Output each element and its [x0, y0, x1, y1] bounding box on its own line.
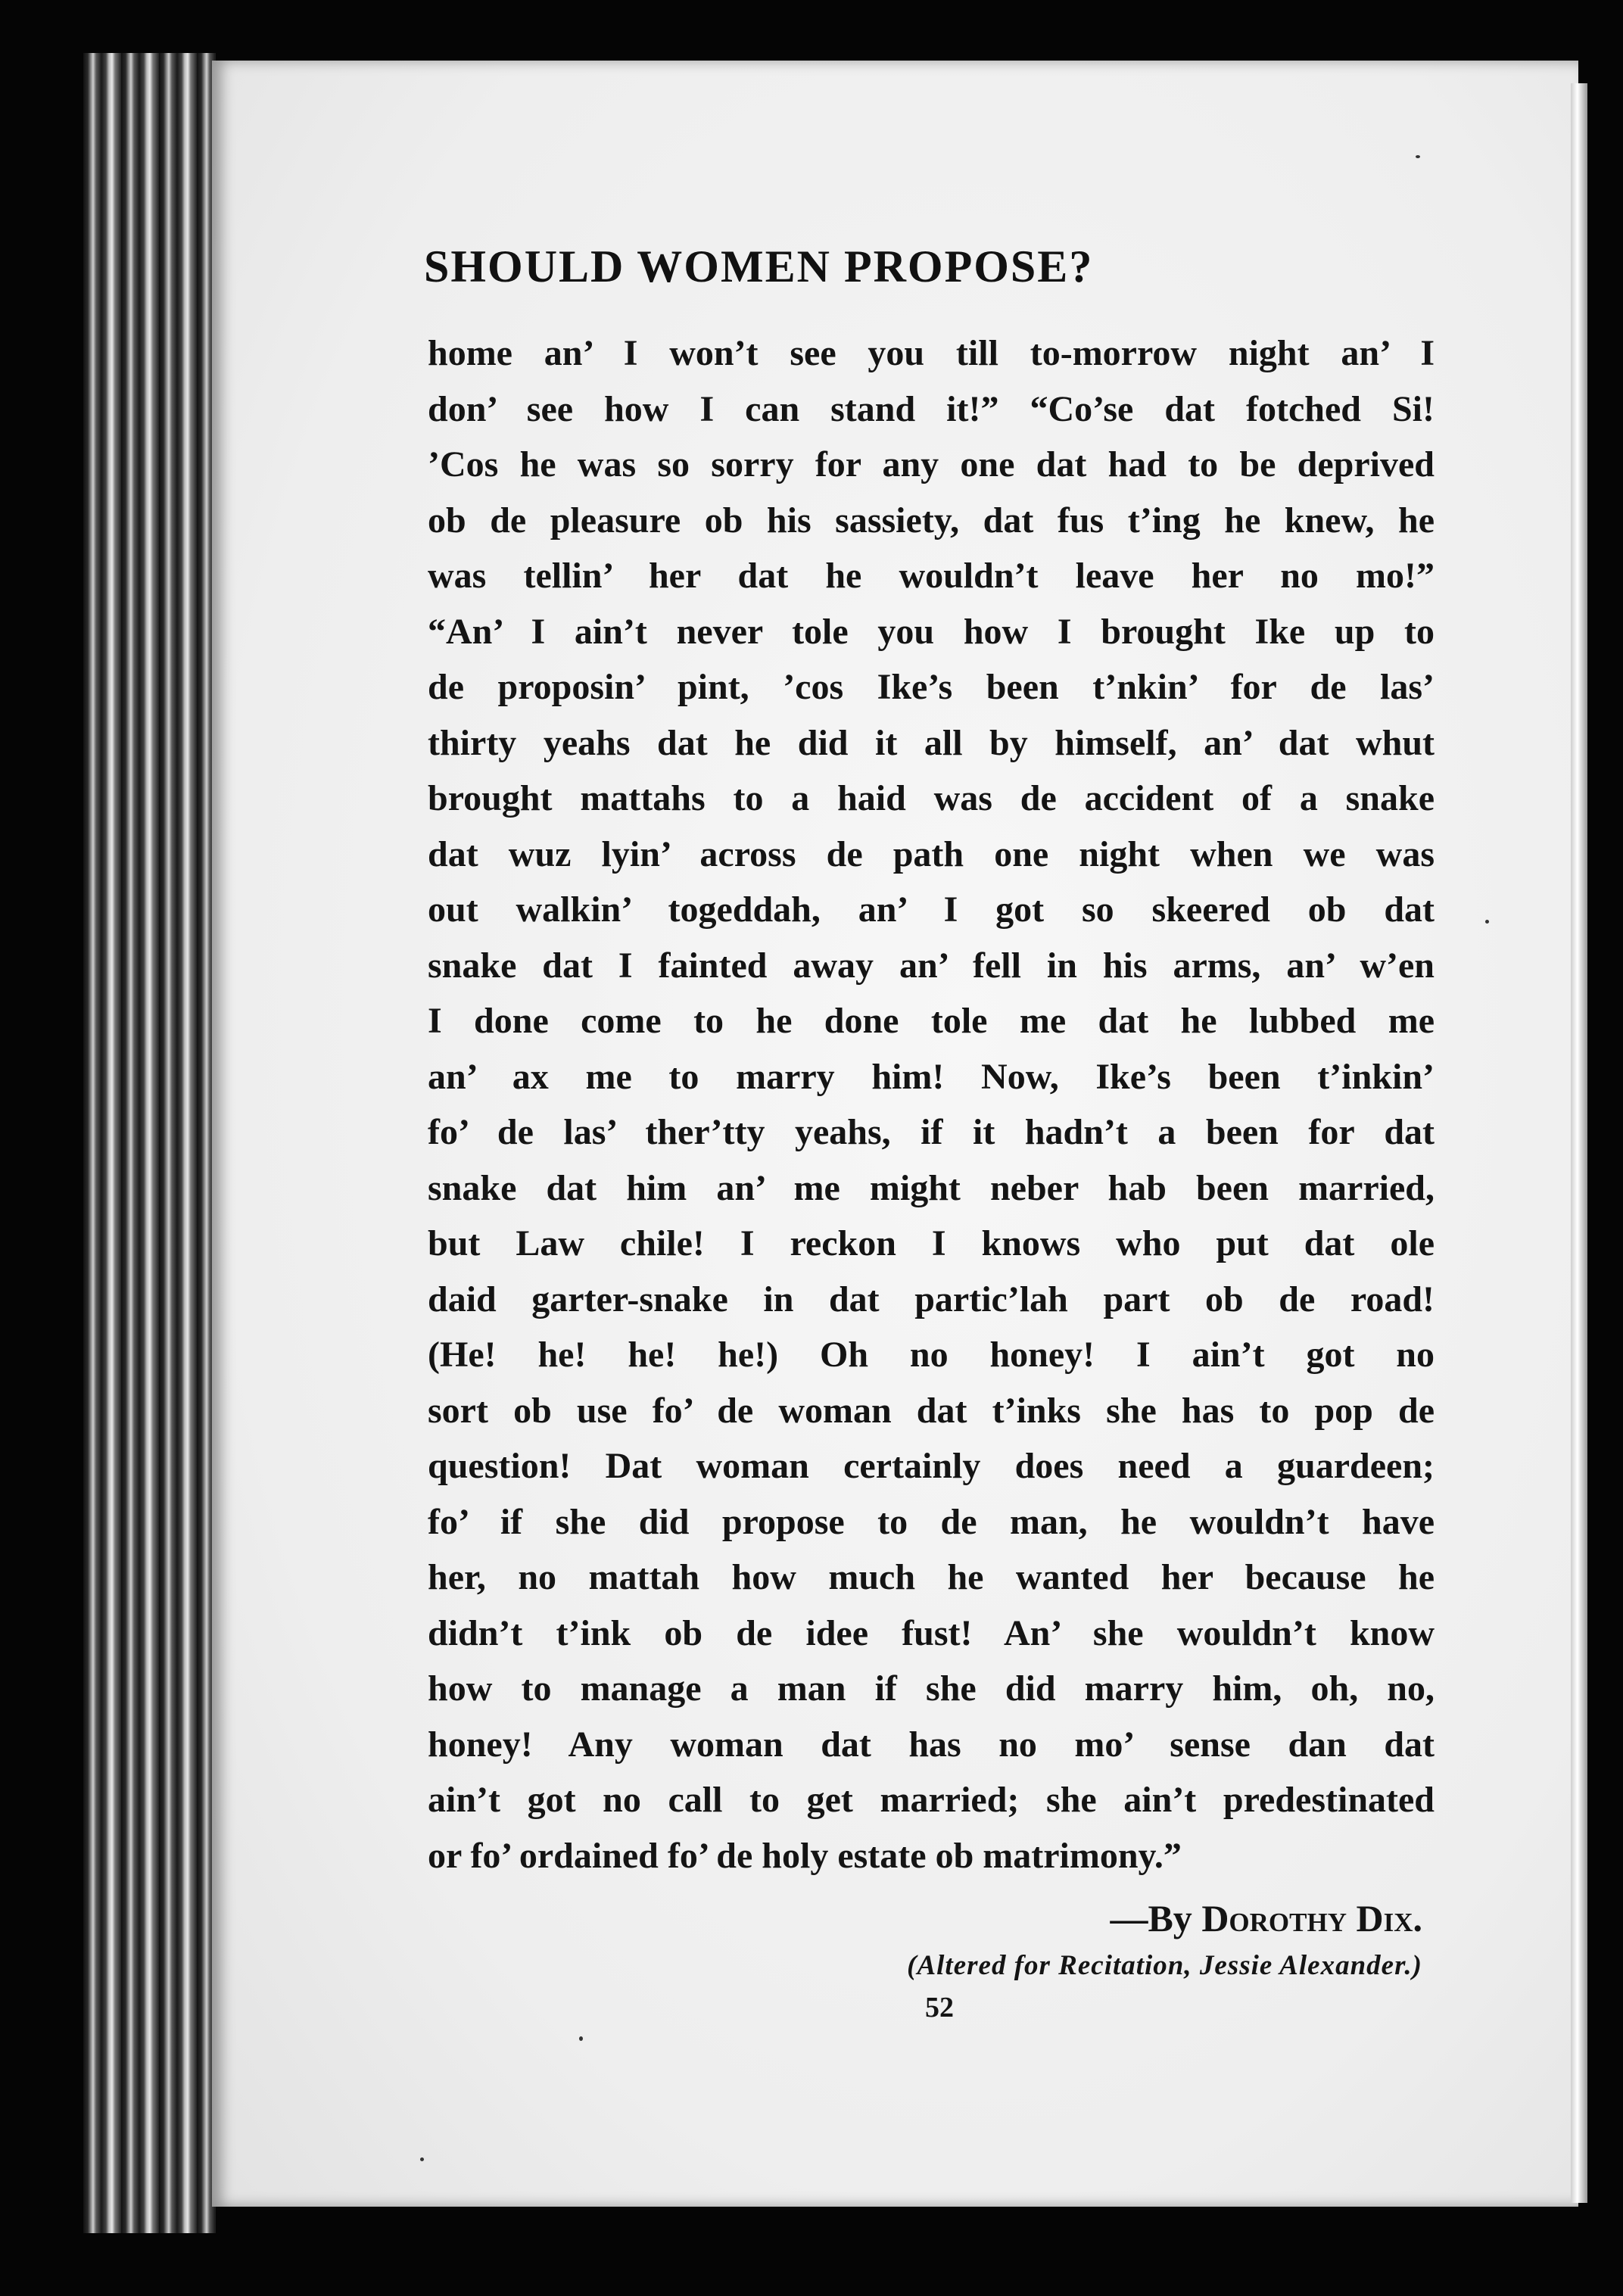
- text-line: question! Dat woman certainly does need a guardeen;: [428, 1446, 1435, 1486]
- text-line: fo’ if she did propose to de man, he wouldn’t have: [428, 1501, 1435, 1542]
- text-line: or fo’ ordained fo’ de holy estate ob matrimony.”: [428, 1835, 1182, 1876]
- text-line: de proposin’ pint, ’cos Ike’s been t’nkin’ for de las’: [428, 667, 1435, 707]
- text-line: dat wuz lyin’ across de path one night when we was: [428, 833, 1435, 874]
- text-line: how to manage a man if she did marry him, oh, no,: [428, 1668, 1435, 1709]
- text-line: snake dat him an’ me might neber hab been married,: [428, 1167, 1435, 1208]
- text-line: honey! Any woman dat has no mo’ sense dan dat: [428, 1724, 1435, 1765]
- book-binding: [83, 53, 216, 2233]
- text-line: “An’ I ain’t never tole you how I brought Ike up to: [428, 611, 1435, 652]
- text-line: snake dat I fainted away an’ fell in his arms, an’ w’en: [428, 945, 1435, 986]
- dust-speck: [579, 2036, 583, 2041]
- dust-speck: [1416, 155, 1420, 158]
- text-line: don’ see how I can stand it!” “Co’se dat fotched Si!: [428, 388, 1435, 429]
- text-line: her, no mattah how much he wanted her because he: [428, 1557, 1435, 1597]
- page-number: 52: [925, 1992, 954, 2023]
- author-attribution: —By Dorothy Dix.: [1110, 1897, 1422, 1939]
- text-line: an’ ax me to marry him! Now, Ike’s been t’inkin’: [428, 1056, 1435, 1097]
- text-line: out walkin’ togeddah, an’ I got so skeered ob dat: [428, 889, 1435, 930]
- text-line: daid garter-snake in dat partic’lah part ob de road!: [428, 1279, 1435, 1319]
- page-edge: [1571, 83, 1587, 2203]
- text-line: was tellin’ her dat he wouldn’t leave her no mo!”: [428, 556, 1435, 596]
- dust-speck: [420, 2157, 424, 2161]
- text-line: home an’ I won’t see you till to-morrow night an’ I: [428, 333, 1435, 373]
- dust-speck: [1485, 920, 1489, 924]
- text-line: but Law chile! I reckon I knows who put dat ole: [428, 1223, 1435, 1263]
- author-name: Dorothy Dix.: [1201, 1897, 1422, 1939]
- text-line: brought mattahs to a haid was de accident of a snake: [428, 778, 1435, 818]
- text-line: thirty yeahs dat he did it all by himself, an’ dat whut: [428, 722, 1435, 763]
- text-line: didn’t t’ink ob de idee fust! An’ she wouldn’t know: [428, 1612, 1435, 1653]
- text-line: (He! he! he! he!) Oh no honey! I ain’t got no: [428, 1335, 1435, 1375]
- adaptation-credit: (Altered for Recitation, Jessie Alexander.): [907, 1950, 1422, 1981]
- page-title: SHOULD WOMEN PROPOSE?: [424, 241, 1094, 291]
- text-line: fo’ de las’ ther’tty yeahs, if it hadn’t a been for dat: [428, 1112, 1435, 1152]
- text-line: ob de pleasure ob his sassiety, dat fus t’ing he knew, he: [428, 500, 1435, 541]
- text-line: sort ob use fo’ de woman dat t’inks she has to pop de: [428, 1390, 1435, 1431]
- text-line: ’Cos he was so sorry for any one dat had to be deprived: [428, 444, 1435, 484]
- body-text: [428, 326, 1435, 1883]
- text-line: ain’t got no call to get married; she ain’t predestinated: [428, 1780, 1435, 1820]
- text-line: I done come to he done tole me dat he lubbed me: [428, 1001, 1435, 1041]
